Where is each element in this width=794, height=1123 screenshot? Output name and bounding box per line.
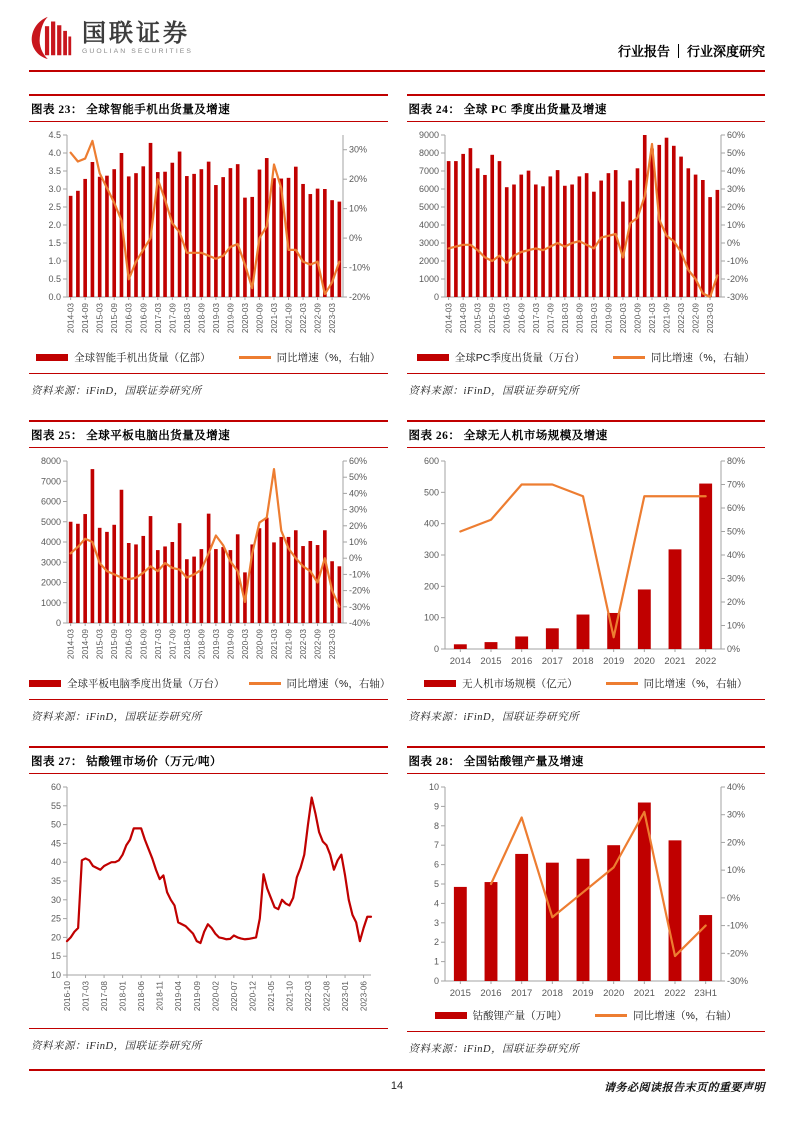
- svg-text:20%: 20%: [349, 174, 368, 185]
- svg-text:2014-03: 2014-03: [66, 629, 76, 660]
- svg-text:2021-03: 2021-03: [647, 303, 657, 334]
- svg-text:60%: 60%: [349, 456, 368, 466]
- svg-text:2014-03: 2014-03: [66, 303, 76, 334]
- svg-text:2019-03: 2019-03: [589, 303, 599, 334]
- svg-text:40%: 40%: [726, 166, 745, 176]
- svg-text:2021: 2021: [663, 656, 686, 667]
- svg-text:1.5: 1.5: [48, 238, 61, 248]
- svg-text:45: 45: [50, 838, 61, 849]
- svg-text:50%: 50%: [726, 526, 745, 537]
- smartphone-shipments-chart: [29, 127, 385, 345]
- svg-text:-40%: -40%: [349, 618, 371, 628]
- svg-text:2022-09: 2022-09: [691, 303, 701, 334]
- svg-text:-20%: -20%: [349, 292, 371, 302]
- svg-text:200: 200: [423, 581, 439, 592]
- page-header: [29, 0, 765, 72]
- svg-text:8: 8: [433, 820, 439, 831]
- chart-legend: [407, 350, 766, 373]
- figure-title: 图表 26： 全球无人机市场规模及增速: [407, 422, 766, 448]
- svg-text:6000: 6000: [418, 184, 439, 194]
- svg-text:2021-10: 2021-10: [285, 981, 295, 1012]
- svg-text:2020-09: 2020-09: [632, 303, 642, 334]
- svg-text:35: 35: [50, 876, 61, 886]
- svg-text:0%: 0%: [726, 238, 740, 248]
- svg-text:0%: 0%: [349, 233, 363, 244]
- line-swatch: [239, 356, 271, 359]
- svg-text:2015-09: 2015-09: [110, 303, 120, 334]
- lithium-cobaltate-output-chart: [407, 779, 763, 1003]
- svg-text:0%: 0%: [726, 892, 740, 903]
- svg-text:2014-09: 2014-09: [458, 303, 468, 334]
- svg-text:50%: 50%: [726, 148, 745, 158]
- svg-text:300: 300: [423, 550, 439, 560]
- svg-text:2020-09: 2020-09: [255, 303, 265, 334]
- svg-text:2019: 2019: [571, 988, 594, 999]
- bar-swatch: [36, 354, 68, 361]
- svg-text:2016-10: 2016-10: [63, 981, 72, 1012]
- svg-text:0%: 0%: [349, 553, 363, 564]
- source-note: 资料来源：iFinD，国联证券研究所: [408, 1044, 580, 1055]
- svg-text:2018-03: 2018-03: [182, 303, 192, 334]
- svg-text:2021-03: 2021-03: [270, 629, 279, 660]
- svg-text:55: 55: [50, 800, 61, 811]
- svg-text:2019-04: 2019-04: [174, 981, 184, 1012]
- svg-text:5000: 5000: [418, 202, 439, 212]
- svg-text:15: 15: [50, 951, 61, 962]
- bar-swatch: [424, 680, 456, 687]
- legend-label: 同比增速（%，右轴）: [650, 352, 755, 364]
- figure-24: [407, 94, 766, 398]
- legend-label: 钴酸锂产量（万吨）: [472, 1010, 568, 1022]
- svg-text:2017-08: 2017-08: [100, 981, 110, 1012]
- figure-title: 图表 24： 全球 PC 季度出货量及增速: [407, 96, 766, 122]
- brand: [29, 14, 193, 64]
- svg-text:2016: 2016: [510, 656, 532, 667]
- legend-label: 全球智能手机出货量（亿部）: [74, 352, 211, 364]
- svg-text:50: 50: [50, 819, 61, 830]
- svg-text:9: 9: [433, 801, 439, 812]
- figure-23: [29, 94, 388, 398]
- legend-label: 同比增速（%，右轴）: [276, 352, 381, 364]
- svg-text:8000: 8000: [418, 148, 439, 158]
- svg-text:2018: 2018: [541, 988, 563, 999]
- svg-text:3000: 3000: [418, 238, 439, 248]
- chart-legend: [29, 350, 388, 373]
- svg-text:-20%: -20%: [726, 274, 748, 284]
- bar-swatch: [29, 680, 61, 687]
- chart-legend: [407, 676, 766, 699]
- svg-text:2015: 2015: [449, 988, 471, 999]
- svg-text:3: 3: [433, 917, 439, 928]
- svg-text:5: 5: [433, 879, 439, 889]
- svg-text:2017-03: 2017-03: [531, 303, 541, 334]
- svg-text:10: 10: [50, 970, 61, 980]
- source-note: 资料来源：iFinD，国联证券研究所: [408, 386, 580, 397]
- footer-disclaimer: 请务必阅读报告末页的重要声明: [604, 1082, 765, 1094]
- svg-text:2014-09: 2014-09: [81, 629, 91, 660]
- svg-text:1000: 1000: [418, 274, 439, 284]
- svg-text:7000: 7000: [40, 476, 61, 487]
- svg-text:2017-03: 2017-03: [153, 629, 163, 660]
- svg-text:30%: 30%: [726, 809, 745, 820]
- svg-text:2022-03: 2022-03: [299, 303, 309, 334]
- svg-text:20%: 20%: [726, 837, 745, 848]
- svg-text:2000: 2000: [40, 577, 61, 588]
- svg-text:2: 2: [433, 937, 439, 948]
- svg-text:2018-03: 2018-03: [560, 303, 570, 334]
- svg-text:3.5: 3.5: [48, 166, 61, 176]
- svg-text:-30%: -30%: [349, 601, 371, 612]
- svg-text:3000: 3000: [40, 557, 61, 568]
- svg-text:2022: 2022: [694, 656, 716, 667]
- svg-text:2018-09: 2018-09: [197, 303, 207, 334]
- chart-legend: [407, 1008, 766, 1031]
- svg-text:-10%: -10%: [726, 256, 748, 266]
- svg-text:2019-09: 2019-09: [226, 303, 236, 334]
- report-type-label: [618, 41, 765, 64]
- figure-title: 图表 28： 全国钴酸锂产量及增速: [407, 748, 766, 774]
- svg-text:2021-05: 2021-05: [266, 981, 276, 1012]
- svg-text:-30%: -30%: [726, 976, 748, 986]
- svg-text:2017: 2017: [510, 988, 532, 999]
- svg-text:2018-09: 2018-09: [574, 303, 584, 334]
- svg-text:0: 0: [55, 618, 61, 628]
- svg-text:2022: 2022: [663, 988, 686, 999]
- svg-text:2000: 2000: [418, 256, 439, 266]
- svg-text:40%: 40%: [726, 782, 745, 792]
- svg-text:5000: 5000: [40, 516, 61, 527]
- svg-text:20: 20: [50, 932, 61, 943]
- divider: [678, 44, 679, 58]
- svg-text:2017-03: 2017-03: [81, 981, 91, 1012]
- svg-text:6: 6: [433, 859, 439, 870]
- svg-text:10%: 10%: [726, 865, 745, 876]
- legend-label: 同比增速（%，右轴）: [633, 1010, 737, 1022]
- svg-text:2018-09: 2018-09: [197, 629, 207, 660]
- svg-text:0: 0: [433, 976, 439, 986]
- svg-text:10%: 10%: [726, 620, 745, 631]
- svg-text:2016-03: 2016-03: [124, 303, 134, 334]
- svg-text:1000: 1000: [40, 597, 61, 608]
- svg-text:20%: 20%: [726, 597, 745, 607]
- svg-text:50%: 50%: [349, 472, 368, 483]
- svg-text:9000: 9000: [418, 130, 439, 140]
- svg-text:10: 10: [428, 782, 439, 792]
- svg-text:-20%: -20%: [349, 585, 371, 596]
- svg-text:60: 60: [50, 782, 61, 792]
- svg-text:8000: 8000: [40, 456, 61, 466]
- svg-text:2020-07: 2020-07: [229, 981, 239, 1012]
- svg-text:2020-03: 2020-03: [240, 629, 250, 660]
- svg-text:-20%: -20%: [726, 948, 748, 959]
- figure-title: 图表 23： 全球智能手机出货量及增速: [29, 96, 388, 122]
- svg-text:2016-09: 2016-09: [139, 629, 149, 660]
- svg-text:30%: 30%: [349, 144, 368, 155]
- svg-text:2020: 2020: [633, 656, 655, 667]
- legend-label: 全球PC季度出货量（万台）: [454, 352, 585, 364]
- svg-text:2019-03: 2019-03: [211, 629, 221, 660]
- svg-text:40%: 40%: [726, 550, 745, 560]
- svg-text:10%: 10%: [349, 203, 368, 214]
- svg-text:2022-03: 2022-03: [299, 629, 309, 660]
- svg-text:60%: 60%: [726, 130, 745, 140]
- doc-subtype: 行业深度研究: [686, 44, 765, 59]
- drone-market-chart: [407, 453, 763, 671]
- svg-text:20%: 20%: [349, 520, 368, 531]
- svg-text:2020-09: 2020-09: [255, 629, 265, 660]
- legend-label: 同比增速（%，右轴）: [643, 678, 748, 690]
- svg-text:4000: 4000: [40, 537, 61, 547]
- figure-26: [407, 420, 766, 724]
- page-number: 14: [390, 1080, 404, 1092]
- figure-25: [29, 420, 391, 724]
- svg-text:400: 400: [423, 518, 439, 529]
- brand-name-en: GUOLIAN SECURITIES: [82, 48, 194, 56]
- svg-text:2014-09: 2014-09: [81, 303, 91, 334]
- svg-text:2018-03: 2018-03: [182, 629, 192, 660]
- figure-27: [29, 746, 388, 1056]
- svg-text:6000: 6000: [40, 496, 61, 507]
- svg-text:-10%: -10%: [726, 920, 748, 931]
- page-footer: [0, 1069, 794, 1097]
- svg-text:0%: 0%: [726, 644, 740, 654]
- brand-name-cn: 国联证券: [82, 21, 190, 48]
- svg-text:2.5: 2.5: [48, 202, 61, 212]
- svg-text:2023-01: 2023-01: [341, 981, 351, 1012]
- svg-text:2021: 2021: [633, 988, 655, 999]
- legend-label: 无人机市场规模（亿元）: [462, 678, 578, 690]
- svg-text:2018-01: 2018-01: [118, 981, 128, 1012]
- svg-text:0.5: 0.5: [48, 274, 61, 284]
- svg-text:2020-03: 2020-03: [240, 303, 250, 334]
- source-note: 资料来源：iFinD，国联证券研究所: [31, 712, 202, 723]
- svg-text:-10%: -10%: [349, 569, 371, 580]
- svg-text:2.0: 2.0: [48, 220, 61, 230]
- svg-text:2019: 2019: [602, 656, 624, 667]
- svg-text:-30%: -30%: [726, 292, 748, 302]
- svg-text:40%: 40%: [349, 488, 368, 499]
- svg-text:2015-03: 2015-03: [95, 303, 105, 334]
- svg-text:70%: 70%: [726, 479, 745, 490]
- svg-text:2020-02: 2020-02: [211, 981, 221, 1012]
- svg-text:2022-03: 2022-03: [676, 303, 686, 334]
- svg-text:500: 500: [423, 487, 439, 498]
- svg-text:2016: 2016: [479, 988, 502, 999]
- svg-text:2014-03: 2014-03: [444, 303, 454, 334]
- svg-text:2017-09: 2017-09: [545, 303, 555, 334]
- svg-text:4.5: 4.5: [48, 130, 61, 140]
- svg-text:0.0: 0.0: [48, 292, 61, 302]
- figures-grid: [29, 94, 765, 1078]
- svg-text:2022-08: 2022-08: [322, 981, 332, 1012]
- svg-text:600: 600: [423, 456, 439, 466]
- svg-text:2016-03: 2016-03: [124, 629, 134, 660]
- svg-text:-10%: -10%: [349, 262, 371, 273]
- svg-text:10%: 10%: [349, 537, 368, 547]
- source-note: 资料来源：iFinD，国联证券研究所: [408, 712, 580, 723]
- line-swatch: [249, 682, 281, 685]
- svg-text:2020: 2020: [602, 988, 624, 999]
- svg-text:2016-09: 2016-09: [139, 303, 149, 334]
- doc-type: 行业报告: [617, 44, 670, 59]
- svg-text:2022-03: 2022-03: [303, 981, 313, 1012]
- svg-text:2023-03: 2023-03: [328, 303, 338, 334]
- svg-text:2018-11: 2018-11: [155, 981, 165, 1011]
- svg-text:2015-03: 2015-03: [473, 303, 483, 334]
- svg-text:2017: 2017: [541, 656, 563, 667]
- svg-text:4000: 4000: [418, 220, 439, 230]
- svg-text:2015: 2015: [479, 656, 502, 667]
- svg-text:2014: 2014: [449, 656, 471, 667]
- svg-text:2018: 2018: [571, 656, 594, 667]
- lithium-cobaltate-price-chart: [29, 779, 385, 1023]
- svg-text:2019-09: 2019-09: [226, 629, 236, 660]
- svg-text:2018-06: 2018-06: [137, 981, 147, 1012]
- figure-28: [407, 746, 766, 1056]
- svg-text:2019-09: 2019-09: [192, 981, 202, 1012]
- source-note: 资料来源：iFinD，国联证券研究所: [31, 1041, 202, 1052]
- source-note: 资料来源：iFinD，国联证券研究所: [31, 386, 202, 397]
- svg-text:2023-03: 2023-03: [328, 629, 338, 660]
- svg-text:23H1: 23H1: [693, 988, 717, 999]
- svg-text:20%: 20%: [726, 202, 745, 212]
- svg-text:4: 4: [433, 898, 439, 909]
- svg-text:1.0: 1.0: [48, 256, 61, 266]
- svg-text:2020-12: 2020-12: [248, 981, 258, 1012]
- svg-text:2019-09: 2019-09: [603, 303, 613, 334]
- svg-text:2016-03: 2016-03: [502, 303, 512, 334]
- pc-shipments-chart: [407, 127, 763, 345]
- svg-text:0: 0: [433, 644, 439, 654]
- guolian-logo-icon: [29, 14, 74, 64]
- svg-text:1: 1: [433, 956, 439, 967]
- svg-text:4.0: 4.0: [48, 148, 61, 158]
- chart-legend: [29, 676, 391, 699]
- legend-label: 同比增速（%，右轴）: [286, 678, 391, 690]
- svg-text:2021-03: 2021-03: [270, 303, 279, 334]
- svg-text:2021-09: 2021-09: [284, 629, 294, 660]
- svg-text:2017-09: 2017-09: [168, 303, 178, 334]
- svg-text:30: 30: [50, 894, 61, 905]
- legend-label: 全球平板电脑季度出货量（万台）: [67, 678, 225, 690]
- tablet-shipments-chart: [29, 453, 385, 671]
- line-swatch: [595, 1014, 627, 1017]
- svg-text:7000: 7000: [418, 166, 439, 176]
- bar-swatch: [417, 354, 449, 361]
- line-swatch: [613, 356, 645, 359]
- svg-text:3.0: 3.0: [48, 184, 61, 194]
- svg-text:2019-03: 2019-03: [211, 303, 221, 334]
- figure-title: 图表 27： 钴酸锂市场价（万元/吨）: [29, 748, 388, 774]
- svg-text:2021-09: 2021-09: [662, 303, 672, 334]
- figure-title: 图表 25： 全球平板电脑出货量及增速: [29, 422, 388, 448]
- svg-text:2015-03: 2015-03: [95, 629, 105, 660]
- svg-text:2015-09: 2015-09: [487, 303, 497, 334]
- svg-text:2022-09: 2022-09: [313, 303, 323, 334]
- svg-text:0: 0: [433, 292, 439, 302]
- svg-text:2023-06: 2023-06: [359, 981, 369, 1012]
- svg-text:2016-09: 2016-09: [516, 303, 526, 334]
- svg-text:100: 100: [423, 612, 439, 623]
- svg-text:2015-09: 2015-09: [110, 629, 120, 660]
- svg-text:30%: 30%: [726, 184, 745, 194]
- svg-text:40: 40: [50, 857, 61, 868]
- bar-swatch: [435, 1012, 467, 1019]
- svg-text:30%: 30%: [726, 573, 745, 584]
- svg-text:25: 25: [50, 913, 61, 924]
- svg-text:7: 7: [433, 840, 439, 851]
- svg-text:2017-09: 2017-09: [168, 629, 178, 660]
- svg-text:2020-03: 2020-03: [618, 303, 628, 334]
- svg-text:2021-09: 2021-09: [284, 303, 294, 334]
- svg-text:60%: 60%: [726, 503, 745, 513]
- svg-text:2017-03: 2017-03: [153, 303, 163, 334]
- line-swatch: [606, 682, 638, 685]
- svg-text:2023-03: 2023-03: [705, 303, 715, 334]
- svg-text:10%: 10%: [726, 220, 745, 230]
- svg-text:80%: 80%: [726, 456, 745, 466]
- svg-text:30%: 30%: [349, 504, 368, 515]
- svg-text:2022-09: 2022-09: [313, 629, 323, 660]
